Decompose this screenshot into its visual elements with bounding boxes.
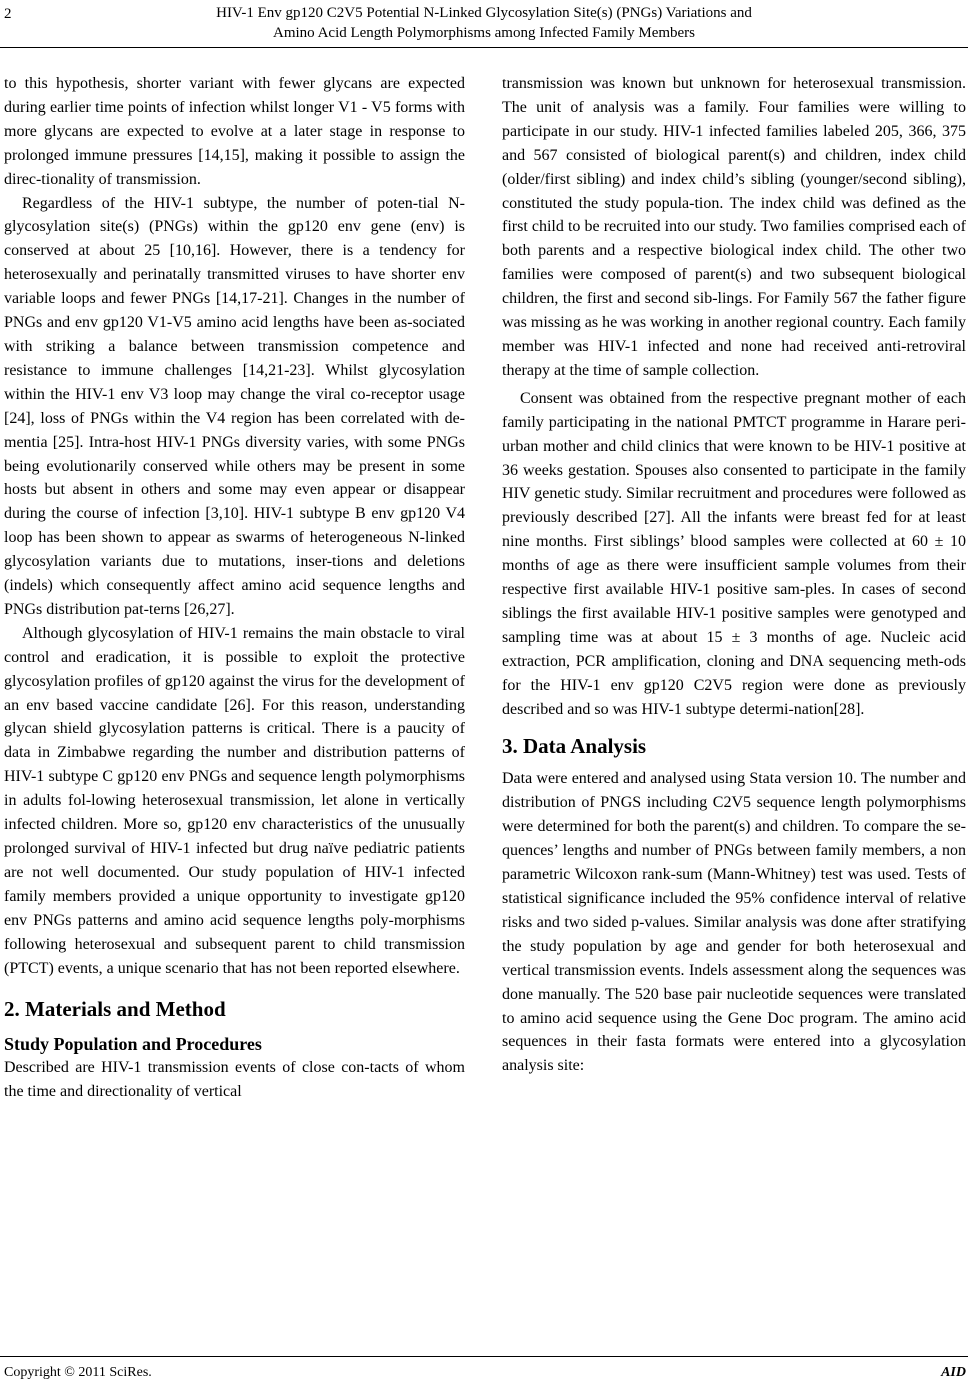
- subsection-heading-study-population: Study Population and Procedures: [4, 1034, 262, 1055]
- section-heading-data-analysis: 3. Data Analysis: [502, 734, 647, 759]
- paragraph: transmission was known but unknown for heterosexual transmission. The unit of analysis was a family. Four families were willing to participate in our study. HIV-1 infected families labeled 205, 366, 375 and 567 consisted of biological parent(s) and children, index child (older/first sibling) and index child’s sibling (younger/second sibling), constituted the study popula-tion. The index child was defined as the first child to be recruited into our study. Two families comprised each of both parents and a respective biological index child. The other two families were composed of parent(s) and two subsequent biological children, the first and second sib-lings. For Family 567 the father figure was missing as he was working in another regional country. Each family member was HIV-1 infected and none had received anti-retroviral therapy at the time of sample collection.: [502, 75, 966, 379]
- running-title-line-1: HIV-1 Env gp120 C2V5 Potential N-Linked Glycosylation Site(s) (PNGs) Variations and: [216, 5, 752, 21]
- footer-rule: [0, 1356, 968, 1357]
- left-column: [4, 72, 465, 1104]
- copyright-notice: Copyright © 2011 SciRes.: [4, 1365, 152, 1380]
- paragraph: Regardless of the HIV-1 subtype, the number of poten-tial N-glycosylation site(s) (PNGs) within the gp120 env gene (env) is conserved at about 25 [10,16]. However, there is a tendency for heterosexually and perinatally transmitted viruses to have shorter env variable loops and fewer PNGs [14,17-21]. Changes in the number of PNGs and env gp120 V1-V5 amino acid lengths have been as-sociated with striking a balance between transmission competence and resistance to immune challenges [14,21-23]. Whilst glycosylation within the HIV-1 env V3 loop may change the viral co-receptor usage [24], loss of PNGs within the V4 region has been correlated with de-mentia [25]. Intra-host HIV-1 PNGs diversity varies, with some PNGs being evolutionarily conserved while others may be present in some hosts but absent in others and some may even appear or disappear during the course of infection [3,10]. HIV-1 subtype B env gp120 V4 loop has been shown to appear as swarms of heterogeneous N-linked glycosylation variants due to mutations, inser-tions and deletions (indels) which consequently affect amino acid sequence lengths and PNGs distribution pat-terns [26,27].: [4, 194, 465, 618]
- page-header: [0, 0, 968, 50]
- paragraph: Described are HIV-1 transmission events of close con-tacts of whom the time and directionality of vertical: [4, 1059, 465, 1101]
- page-footer: [0, 1356, 968, 1386]
- paragraph: to this hypothesis, shorter variant with fewer glycans are expected during earlier time points of infection whilst longer V1 - V5 forms with more glycans are expected to evolve at a later stage in response to prolonged immune pressures [14,15], making it possible to assign the direc-tionality of transmission.: [4, 75, 465, 188]
- running-title: [150, 3, 818, 43]
- paragraph: Although glycosylation of HIV-1 remains the main obstacle to viral control and eradication, it is possible to exploit the protective glycosylation profiles of gp120 against the virus for the development of an env based vaccine candidate [26]. For this reason, understanding glycan shield glycosylation patterns is critical. There is a paucity of data in Zimbabwe regarding the number and distribution patterns of HIV-1 subtype C gp120 env PNGs and sequence length polymorphisms in adults fol-lowing heterosexual transmission, let alone in vertically infected children. More so, gp120 env characteristics of the unusually prolonged survival of HIV-1 infected but drug naïve pediatric patients are not well documented. Our study population of HIV-1 infected family members provided a unique opportunity to investigate gp120 env PNGs patterns and amino acid sequence lengths poly-morphisms following heterosexual and subsequent parent to child transmission (PTCT) events, a unique scenario that has not been reported elsewhere.: [4, 624, 465, 977]
- right-column: [502, 72, 966, 1078]
- journal-abbreviation: AID: [941, 1365, 966, 1380]
- paragraph: Data were entered and analysed using Stata version 10. The number and distribution of PNGS including C2V5 sequence length polymorphisms were determined for both the parent(s) and children. To compare the se-quences’ lengths and number of PNGs between family members, a non parametric Wilcoxon rank-sum (Mann-Whitney) test was used. Tests of statistical significance included the 95% confidence interval of relative risks and two sided p-values. Similar analysis was done after stratifying the study population by age and gender for both heterosexual and vertical transmission events. Indels assessment along the sequences was done manually. The 520 base pair nucleotide sequences were translated to amino acid sequence using the Gene Doc program. The amino acid sequences in their fasta formats were entered into a glycosylation analysis site:: [502, 770, 966, 1075]
- paragraph: Consent was obtained from the respective pregnant mother of each family participating in the national PMTCT programme in Harare peri-urban mother and child clinics that were known to be HIV-1 positive at 36 weeks gestation. Spouses also consented to participate in the family HIV genetic study. Similar recruitment and procedures were followed as previously described [27]. All the infants were breast fed for at least nine months. First siblings’ blood samples were collected at 60 ± 10 months of age as there were insufficient sample volumes from their respective first available HIV-1 positive sam-ples. In cases of second siblings the first available HIV-1 positive samples were genotyped and sampling time was at about 15 ± 3 months of age. Nucleic acid extraction, PCR amplification, cloning and DNA sequencing meth-ods for the HIV-1 env gp120 C2V5 region were done as previously described and so was HIV-1 subtype determi-nation[28].: [502, 389, 966, 718]
- page-number: 2: [4, 6, 12, 22]
- running-title-line-2: Amino Acid Length Polymorphisms among Infected Family Members: [272, 25, 696, 41]
- section-heading-materials-and-method: 2. Materials and Method: [4, 997, 226, 1022]
- header-rule: [0, 47, 968, 48]
